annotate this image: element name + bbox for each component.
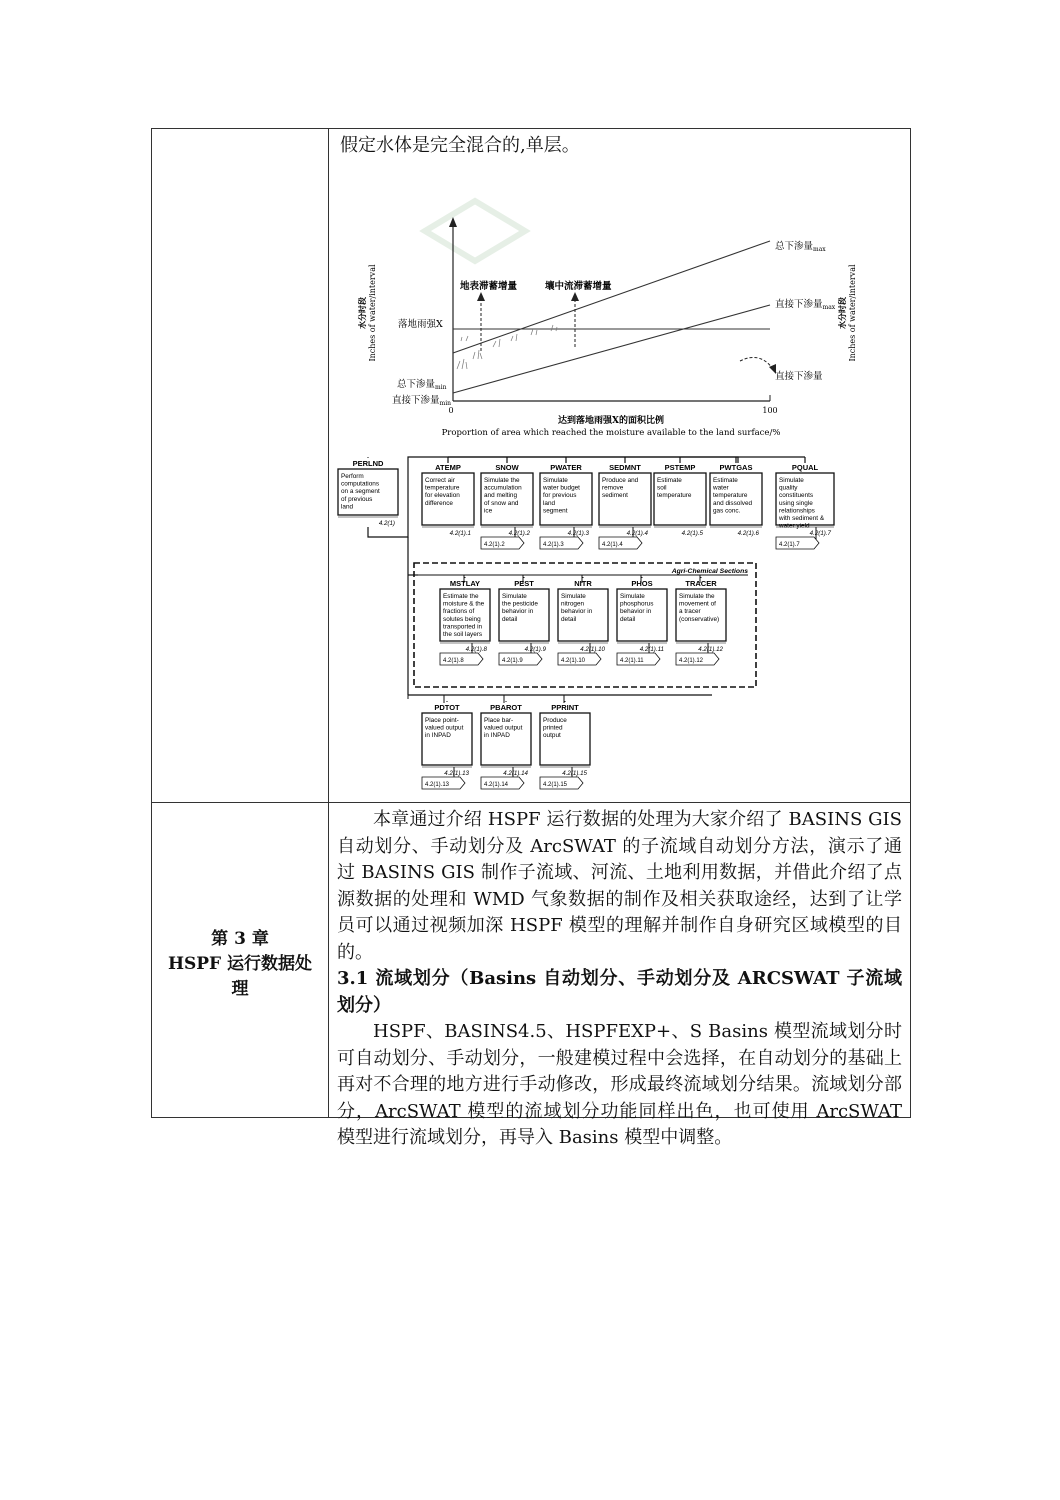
row1-box-sedmnt-tag: 4.2(1).4 bbox=[602, 542, 623, 548]
row2-box-nitr bbox=[558, 577, 608, 665]
row2-box-nitr-ref: 4.2(1).10 bbox=[580, 646, 605, 653]
row2-box-tracer bbox=[676, 577, 726, 665]
row3-box-pprint bbox=[540, 701, 590, 789]
row1-box-pqual-title: PQUAL bbox=[791, 463, 819, 472]
row1-box-snow-ref: 4.2(1).2 bbox=[508, 530, 530, 537]
row1-box-pqual-desc: relationships bbox=[779, 507, 815, 515]
row2-box-phos bbox=[617, 577, 667, 665]
row2-box-phos-desc: phosphorus bbox=[620, 600, 654, 608]
row1-box-atemp-ref: 4.2(1).1 bbox=[449, 530, 471, 537]
row1-box-snow bbox=[481, 461, 533, 549]
intro-text: 假定水体是完全混合的,单层。 bbox=[340, 135, 580, 156]
row1-box-pwater-desc: for previous bbox=[543, 492, 577, 500]
perlnd-box-desc: land bbox=[341, 503, 354, 511]
row1-box-pwtgas-title: PWTGAS bbox=[719, 463, 753, 472]
row1-box-pqual-tag: 4.2(1).7 bbox=[779, 542, 800, 548]
row3-box-pdtot-desc: Place point- bbox=[425, 717, 459, 724]
row1-box-pwater-desc: segment bbox=[543, 507, 568, 515]
row2-box-tracer-ref: 4.2(1).12 bbox=[698, 646, 723, 653]
row1-box-pwater-desc: Simulate bbox=[543, 477, 568, 484]
row2-box-phos-ref: 4.2(1).11 bbox=[639, 646, 664, 653]
row1-box-pstemp-title: PSTEMP bbox=[664, 463, 696, 472]
row2-box-mstlay bbox=[440, 577, 490, 665]
row2-box-tracer-title: TRACER bbox=[685, 579, 717, 588]
row3-box-pbarot-desc: valued output bbox=[484, 724, 523, 732]
row1-box-pqual-desc: constituents bbox=[779, 492, 814, 500]
row3-box-pbarot-tag: 4.2(1).14 bbox=[484, 782, 509, 788]
row2-box-pest-tag: 4.2(1).9 bbox=[502, 658, 523, 664]
row2-box-mstlay-desc: transported in bbox=[443, 623, 483, 631]
row3-box-pdtot-desc: valued output bbox=[425, 724, 464, 732]
series-line-1 bbox=[453, 305, 770, 393]
row1-box-pwater-desc: water budget bbox=[543, 484, 580, 492]
row1-box-pstemp bbox=[654, 461, 706, 537]
x-label-cn: 达到落地雨强X的面积比例 bbox=[558, 416, 664, 426]
row2-box-pest-desc: the pesticide bbox=[502, 600, 538, 608]
row1-box-pwater-tag: 4.2(1).3 bbox=[543, 542, 564, 548]
series-line-0 bbox=[453, 241, 770, 353]
row3-box-pdtot-tag: 4.2(1).13 bbox=[425, 782, 450, 788]
row1-box-sedmnt-desc: remove bbox=[602, 484, 624, 492]
vegetation-pattern bbox=[457, 325, 557, 369]
row1-box-snow-tag: 4.2(1).2 bbox=[484, 542, 505, 548]
row1-box-snow-desc: ice bbox=[484, 507, 493, 515]
row2-box-nitr-desc: detail bbox=[561, 615, 577, 623]
chapter-name-cont: 理 bbox=[231, 979, 249, 999]
agri-chem-label: Agri-Chemical Sections bbox=[671, 568, 748, 575]
row2-box-mstlay-desc: the soil layers bbox=[443, 631, 483, 638]
row2-box-tracer-desc: movement of bbox=[679, 600, 716, 608]
content-table bbox=[151, 128, 911, 1148]
row1-box-pstemp-ref: 4.2(1).5 bbox=[681, 530, 703, 537]
row3-box-pprint-desc: output bbox=[543, 732, 561, 740]
y-label-cn-left: 水分时段 bbox=[357, 297, 367, 329]
row1-box-sedmnt-desc: sediment bbox=[602, 492, 628, 500]
row1-box-snow-desc: accumulation bbox=[484, 484, 522, 492]
row1-box-atemp-desc: for elevation bbox=[425, 492, 460, 500]
column-divider bbox=[328, 129, 329, 1117]
row3-box-pdtot-title: PDTOT bbox=[434, 703, 460, 712]
row2-box-phos-desc: Simulate bbox=[620, 593, 645, 600]
row2-box-phos-desc: behavior in bbox=[620, 608, 652, 616]
row1-box-pwtgas-desc: water bbox=[713, 484, 729, 492]
row2-box-nitr-title: NITR bbox=[574, 579, 592, 588]
interflow-label: 壤中流滞蓄增量 bbox=[545, 281, 612, 292]
surface-label: 地表滞蓄增量 bbox=[460, 281, 518, 292]
row3-box-pbarot-desc: Place bar- bbox=[484, 717, 514, 724]
row3-box-pdtot-desc: in INPAD bbox=[425, 732, 451, 740]
row1-box-snow-desc: Simulate the bbox=[484, 477, 520, 484]
perlnd-box-desc: of previous bbox=[341, 495, 373, 503]
intro-paragraph: 本章通过介绍 HSPF 运行数据的处理为大家介绍了 BASINS GIS 自动划分、手动划分及 ArcSWAT 的子流域自动划分方法，演示了通过 BASINS GIS 制作子流域、河流、土地利用数据，并借此介绍了点源数据的处理和 WMD 气象数据的制作及相关获取途经，达到了让学员可以通过视频加深 HSPF 模型的理解并制作自身研究区域模型的目的。 bbox=[337, 809, 902, 963]
row2-box-pest-desc: Simulate bbox=[502, 593, 527, 600]
row3-box-pprint-desc: Produce bbox=[543, 717, 567, 724]
direct-max-label: 直接下渗量$_{max}$ bbox=[775, 299, 836, 311]
total-max-label: 总下渗量$_{max}$ bbox=[775, 241, 826, 253]
row1-box-pqual-desc: using single bbox=[779, 499, 813, 507]
row1-box-pstemp-desc: soil bbox=[657, 484, 667, 492]
y-label-cn-right: 水分时段 bbox=[837, 297, 847, 329]
infiltration-chart bbox=[357, 221, 865, 441]
perlnd-box-desc: computations bbox=[341, 480, 380, 488]
chapter-content bbox=[337, 807, 902, 1152]
row1-box-atemp-desc: temperature bbox=[425, 484, 460, 492]
row1-box-pstemp-desc: Estimate bbox=[657, 477, 682, 484]
perlnd-box-ref: 4.2(1) bbox=[378, 520, 395, 527]
row1-box-pstemp-desc: temperature bbox=[657, 492, 692, 500]
row1-box-sedmnt-title: SEDMNT bbox=[609, 463, 641, 472]
chapter-title bbox=[152, 927, 328, 1002]
row2-box-nitr-desc: Simulate bbox=[561, 593, 586, 600]
row3-box-pprint-ref: 4.2(1).15 bbox=[562, 770, 587, 777]
row2-box-pest-desc: behavior in bbox=[502, 608, 534, 616]
x-tick-0: 0 bbox=[448, 406, 454, 415]
row1-box-pwtgas-ref: 4.2(1).6 bbox=[737, 530, 759, 537]
row1-box-snow-desc: of snow and bbox=[484, 499, 519, 507]
row1-box-pqual-desc: water yield bbox=[779, 522, 810, 530]
perlnd-box-desc: Perform bbox=[341, 473, 364, 480]
row1-box-pqual-desc: quality bbox=[779, 484, 798, 492]
row3-box-pprint-desc: printed bbox=[543, 724, 563, 732]
row2-box-nitr-desc: behavior in bbox=[561, 608, 593, 616]
y-label-en-right: Inches of water/interval bbox=[848, 264, 857, 362]
row1-box-pwater-desc: land bbox=[543, 499, 556, 507]
row2-box-nitr-desc: nitrogen bbox=[561, 600, 585, 608]
section-paragraph: HSPF、BASINS4.5、HSPFEXP+、S Basins 模型流域划分时可自动划分、手动划分，一般建模过程中会选择，在自动划分的基础上再对不合理的地方进行手动修改，形成最终流域划分结果。流域划分部分，ArcSWAT 模型的流域划分功能同样出色，也可使用 ArcSWAT 模型进行流域划分，再导入 Basins 模型中调整。 bbox=[337, 1021, 902, 1148]
row2-box-phos-desc: detail bbox=[620, 615, 636, 623]
row2-box-mstlay-desc: moisture & the bbox=[443, 600, 485, 608]
direct-right-label: 直接下渗量 bbox=[775, 371, 823, 382]
series-group bbox=[453, 241, 770, 393]
row1-box-pwtgas-desc: Estimate bbox=[713, 477, 738, 484]
row2-box-mstlay-title: MSTLAY bbox=[449, 579, 481, 588]
hspf-perlnd-flowchart bbox=[334, 455, 831, 795]
row1-box-snow-desc: and melting bbox=[484, 492, 518, 500]
row3-box-pbarot bbox=[481, 701, 531, 789]
perlnd-box bbox=[338, 457, 398, 527]
row1-box-pqual bbox=[776, 461, 834, 549]
row1-box-snow-title: SNOW bbox=[495, 463, 519, 472]
row2-box-tracer-tag: 4.2(1).12 bbox=[679, 658, 704, 664]
row3-box-pprint-tag: 4.2(1).15 bbox=[543, 782, 568, 788]
row1-box-pwater bbox=[540, 461, 592, 549]
row2-box-pest-title: PEST bbox=[514, 579, 534, 588]
row2-box-pest bbox=[499, 577, 549, 665]
row2-box-tracer-desc: Simulate the bbox=[679, 593, 715, 600]
row1-box-pqual-ref: 4.2(1).7 bbox=[809, 530, 831, 537]
row1-box-atemp-title: ATEMP bbox=[435, 463, 461, 472]
y-label-en-left: Inches of water/interval bbox=[368, 264, 377, 362]
chapter-name: HSPF 运行数据处 bbox=[167, 954, 313, 974]
row3-box-pbarot-title: PBAROT bbox=[490, 703, 522, 712]
row-divider bbox=[152, 802, 910, 803]
row2-box-tracer-desc: (conservative) bbox=[679, 615, 720, 623]
row1-box-sedmnt bbox=[599, 461, 651, 549]
row2-box-mstlay-desc: Estimate the bbox=[443, 593, 479, 600]
row2-box-pest-ref: 4.2(1).9 bbox=[524, 646, 546, 653]
row3-box-pprint-title: PPRINT bbox=[551, 703, 579, 712]
section-heading: 3.1 流域划分（Basins 自动划分、手动划分及 ARCSWAT 子流域划分） bbox=[337, 968, 902, 1016]
row1-box-pwater-ref: 4.2(1).3 bbox=[567, 530, 589, 537]
row1-box-pwtgas-desc: gas conc. bbox=[713, 507, 741, 515]
row2-box-nitr-tag: 4.2(1).10 bbox=[561, 658, 586, 664]
row3-box-pdtot bbox=[422, 701, 472, 789]
row1-box-pwtgas bbox=[710, 461, 762, 537]
rain-x-label: 落地雨强X bbox=[398, 319, 443, 330]
row1-box-pqual-desc: with sediment & bbox=[779, 515, 825, 522]
row2-box-mstlay-desc: solutes being bbox=[443, 615, 481, 623]
row1-box-atemp-desc: difference bbox=[425, 499, 453, 507]
row2-box-mstlay-tag: 4.2(1).8 bbox=[443, 658, 464, 664]
direct-min-label: 直接下渗量$_{min}$ bbox=[392, 395, 451, 407]
row3-box-pbarot-ref: 4.2(1).14 bbox=[503, 770, 528, 777]
row1-box-atemp-desc: Correct air bbox=[425, 477, 455, 484]
row2-box-mstlay-desc: fractions of bbox=[443, 608, 475, 616]
row2-box-phos-tag: 4.2(1).11 bbox=[620, 658, 644, 664]
perlnd-box-title: PERLND bbox=[352, 459, 384, 468]
row2-box-pest-desc: detail bbox=[502, 615, 518, 623]
row2-box-tracer-desc: a tracer bbox=[679, 608, 701, 616]
chapter-number: 第 3 章 bbox=[211, 929, 269, 949]
row1-box-pwtgas-desc: and dissolved bbox=[713, 499, 753, 507]
row1-box-sedmnt-ref: 4.2(1).4 bbox=[626, 530, 648, 537]
row1-box-atemp bbox=[422, 461, 474, 537]
perlnd-box-desc: on a segment bbox=[341, 488, 380, 496]
row1-box-sedmnt-desc: Produce and bbox=[602, 477, 639, 484]
row2-box-phos-title: PHOS bbox=[631, 579, 653, 588]
x-tick-100: 100 bbox=[762, 406, 778, 415]
row1-box-pqual-desc: Simulate bbox=[779, 477, 804, 484]
row1-box-pwater-title: PWATER bbox=[550, 463, 582, 472]
row2-box-mstlay-ref: 4.2(1).8 bbox=[465, 646, 487, 653]
row3-box-pbarot-desc: in INPAD bbox=[484, 732, 510, 740]
total-min-label: 总下渗量$_{min}$ bbox=[397, 379, 447, 391]
row1-box-pwtgas-desc: temperature bbox=[713, 492, 748, 500]
row3-box-pdtot-ref: 4.2(1).13 bbox=[444, 770, 469, 777]
x-label-en: Proportion of area which reached the moisture available to the land surface/% bbox=[441, 428, 781, 438]
